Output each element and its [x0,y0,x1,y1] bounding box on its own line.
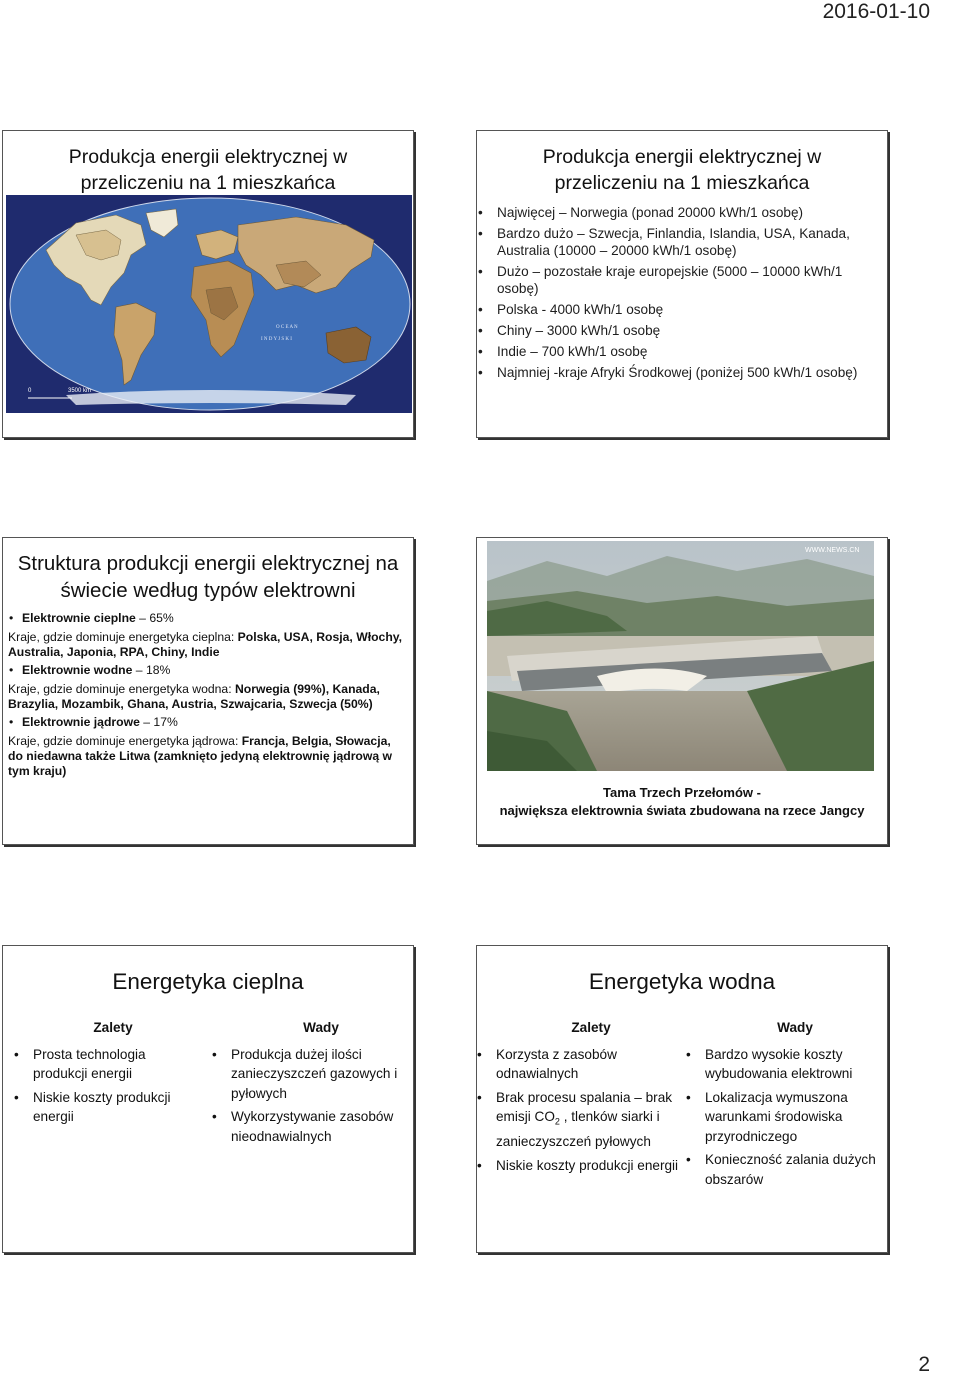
title-line: przeliczeniu na 1 mieszkańca [554,172,810,194]
slide-title: Energetyka cieplna [112,969,304,994]
list-item: • Najmniej -kraje Afryki Środkowej (poniżej 500 kWh/1 osobę) [497,364,877,381]
world-map-image [6,195,412,413]
pros-column [33,1018,193,1131]
dam-photo [487,541,874,771]
title-line: Struktura produkcji energii elektrycznej na [17,552,399,575]
list-item: • Lokalizacja wymuszona warunkami środowiska przyrodniczego [705,1088,885,1147]
item-label: Elektrownie wodne [22,663,133,677]
slide-title [3,550,413,604]
header-date: 2016-01-10 [822,0,930,23]
list-item: • Najwięcej – Norwegia (ponad 20000 kWh/1 osobę) [497,204,877,221]
slide-dam [476,537,888,845]
para-countries: Francja, Belgia, Słowacja, do niedawna także Litwa (zamknięto jedyną elektrownię jądrową w tym kraju) [8,734,393,778]
para-countries: Polska, USA, Rosja, Włochy, Australia, Japonia, RPA, Chiny, Indie [8,630,403,659]
slide-title [3,144,413,196]
slide-structure [2,537,414,845]
subscript: 2 [554,1116,560,1127]
slide-title [477,144,887,196]
para-lead: Kraje, gdzie dominuje energetyka cieplna: [8,630,238,644]
item-label: Elektrownie jądrowe [22,715,140,729]
list-item: • Konieczność zalania dużych obszarów [705,1150,885,1189]
list-item: • Indie – 700 kWh/1 osobę [497,343,877,360]
paragraph [8,682,408,712]
bullet-list [497,204,877,385]
photo-caption: największa elektrownia świata zbudowana na rzece Jangcy [499,803,865,818]
cons-column [705,1018,885,1193]
list-item: • Bardzo wysokie koszty wybudowania elektrowni [705,1045,885,1084]
slide-content [8,611,408,782]
list-item: • Prosta technologia produkcji energii [33,1045,193,1084]
item-label: Elektrownie cieplne [22,611,136,625]
cons-list [705,1045,885,1190]
paragraph [8,630,408,660]
para-lead: Kraje, gdzie dominuje energetyka wodna: [8,682,235,696]
cons-column [231,1018,411,1150]
list-item: • Wykorzystywanie zasobów nieodnawialnych [231,1107,411,1146]
slide-map [2,130,414,438]
list-item: • Dużo – pozostałe kraje europejskie (5000 – 10000 kWh/1 osobę) [497,263,877,297]
slide-title: Energetyka wodna [588,969,776,994]
photo-watermark: WWW.NEWS.CN [805,547,860,554]
list-item: • Korzysta z zasobów odnawialnych [496,1045,686,1084]
title-line: świecie według typów elektrowni [60,579,356,602]
cons-list [231,1045,411,1147]
pros-heading: Zalety [571,1020,611,1035]
list-item: • Niskie koszty produkcji energii [33,1088,193,1127]
para-countries: Norwegia (99%), Kanada, Brazylia, Mozambik, Ghana, Austria, Szwajcaria, Szwecja (50%) [8,682,380,711]
slide-per-capita [476,130,888,438]
slide-hydro [476,945,888,1253]
cons-heading: Wady [777,1020,813,1035]
scale-km: 3500 km [68,388,92,394]
photo-caption: Tama Trzech Przełomów - [603,785,761,800]
ocean-label: O C E A N [276,325,298,330]
pros-column [496,1018,686,1179]
title-line: Produkcja energii elektrycznej w [68,146,348,168]
para-lead: Kraje, gdzie dominuje energetyka jądrowa: [8,734,242,748]
list-item: • Bardzo dużo – Szwecja, Finlandia, Islandia, USA, Kanada, Australia (10000 – 20000 kWh/1 osobę) [497,225,877,259]
title-line: przeliczeniu na 1 mieszkańca [80,172,336,194]
item-value: – 17% [139,715,178,729]
list-item [8,611,408,626]
pros-heading: Zalety [93,1020,133,1035]
slide-thermal [2,945,414,1253]
title-line: Produkcja energii elektrycznej w [542,146,822,168]
pros-list [33,1045,193,1127]
dam-photo-image [487,541,874,771]
list-item: • Polska - 4000 kWh/1 osobę [497,301,877,318]
item-text: , tlenków siarki i zanieczyszczeń pyłowych [496,1109,660,1150]
list-item [8,715,408,730]
list-item: • Chiny – 3000 kWh/1 osobę [497,322,877,339]
paragraph [8,734,408,779]
ocean-label: I N D Y J S K I [261,337,292,342]
world-map [6,195,412,413]
page-number: 2 [918,1353,930,1376]
item-value: – 65% [135,611,174,625]
list-item [8,663,408,678]
pros-list [496,1045,686,1176]
list-item: • Niskie koszty produkcji energii [496,1156,686,1176]
list-item: • Produkcja dużej ilości zanieczyszczeń gazowych i pyłowych [231,1045,411,1104]
list-item [496,1088,686,1152]
item-value: – 18% [132,663,171,677]
scale-zero: 0 [28,388,32,394]
item-text: Brak procesu spalania – brak emisji CO [496,1089,673,1124]
cons-heading: Wady [303,1020,339,1035]
